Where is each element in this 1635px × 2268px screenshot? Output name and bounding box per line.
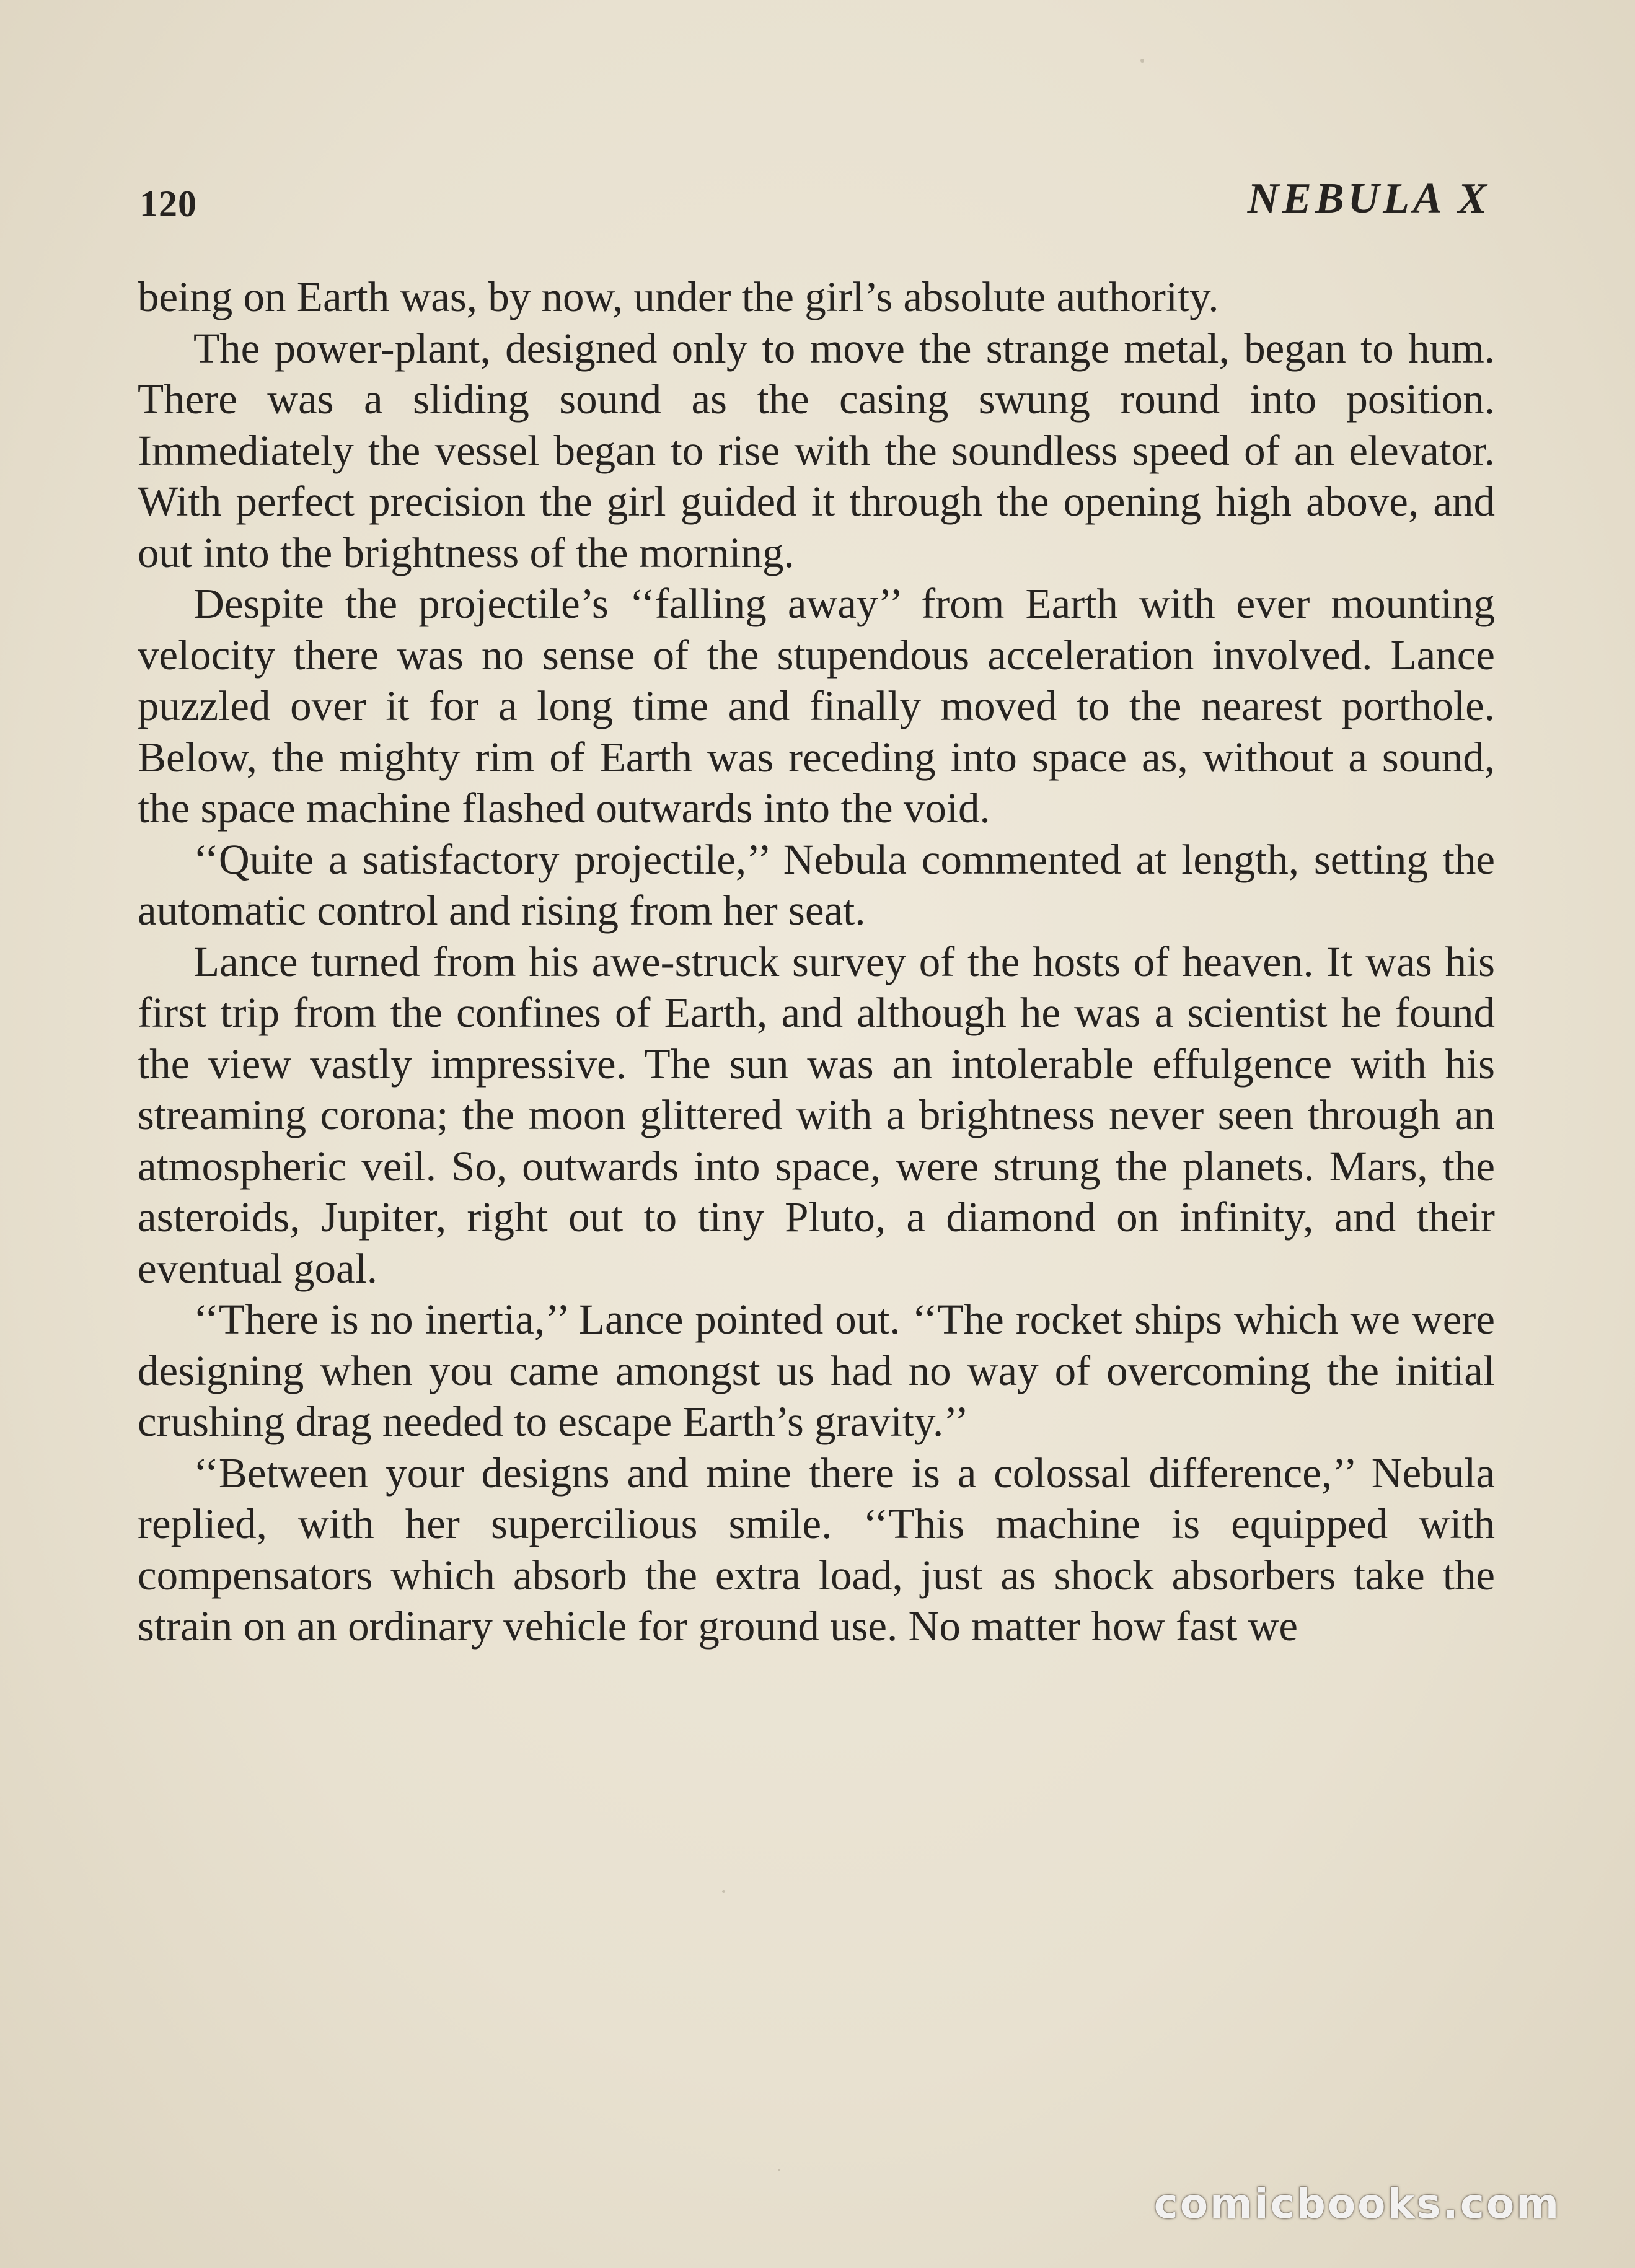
paper-speck — [1140, 59, 1144, 63]
paragraph: ‘‘Quite a satisfactory projectile,’’ Nebula commented at length, setting the automatic control and rising from her seat. — [138, 835, 1495, 934]
paragraph: ‘‘Between your designs and mine there is a colossal difference,’’ Nebula replied, with her supercilious smile. ‘‘This machine is equipped with compensators which absorb the extra load, just as shock absorbers take the strain on an ordinary vehicle for ground use. No matter how fast we — [138, 1449, 1495, 1650]
paragraph: Lance turned from his awe-struck survey of the hosts of heaven. It was his first trip from the confines of Earth, and although he was a scientist he found the view vastly impressive. The sun was an intolerable effulgence with his streaming corona; the moon glittered with a brightness never seen through an atmospheric veil. So, outwards into space, were strung the planets. Mars, the asteroids, Jupiter, right out to tiny Pluto, a diamond on infinity, and their eventual goal. — [138, 938, 1495, 1292]
body-text — [138, 271, 1495, 1652]
paragraph: being on Earth was, by now, under the girl’s absolute authority. — [138, 273, 1219, 320]
paper-speck — [722, 1890, 725, 1893]
paragraph: The power-plant, designed only to move the strange metal, began to hum. There was a sliding sound as the casing swung round into position. Immediately the vessel began to rise with the soundless speed of an elevator. With perfect precision the girl guided it through the opening high above, and out into the brightness of the morning. — [138, 324, 1495, 576]
site-watermark: comicbooks.com — [1153, 2180, 1561, 2228]
running-head: NEBULA X — [1247, 175, 1491, 222]
paragraph: ‘‘There is no inertia,’’ Lance pointed out. ‘‘The rocket ships which we were designing when you came amongst us had no way of overcoming the initial crushing drag needed to escape Earth’s gravity.’’ — [138, 1296, 1495, 1445]
paper-speck — [778, 2169, 780, 2171]
page-header — [139, 170, 1491, 239]
paragraph: Despite the projectile’s ‘‘falling away’’ from Earth with ever mounting velocity there was no sense of the stupendous acceleration involved. Lance puzzled over it for a long time and finally moved to the nearest porthole. Below, the mighty rim of Earth was receding into space as, without a sound, the space machine flashed outwards into the void. — [138, 580, 1495, 832]
page-number: 120 — [139, 183, 197, 224]
